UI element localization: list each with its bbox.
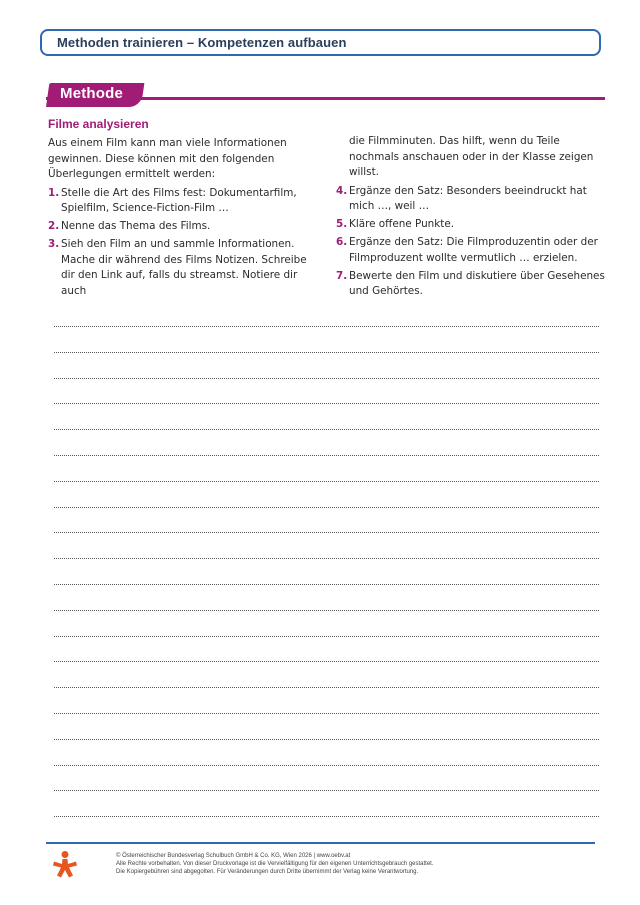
writing-line xyxy=(54,610,599,611)
footer-line-2: Alle Rechte vorbehalten. Von dieser Druckvorlage ist die Vervielfältigung für den eigenen Unterrichtsgebrauch gestattet. xyxy=(116,861,434,868)
step-number: 2. xyxy=(48,220,60,232)
writing-line xyxy=(54,378,599,379)
footer-line-3: Die Kopiergebühren sind abgegolten. Für Veränderungen durch Dritte übernimmt der Verlag keine Verantwortung. xyxy=(116,869,419,876)
writing-lines xyxy=(54,326,599,842)
footer-text xyxy=(116,852,434,877)
methode-label: Methode xyxy=(60,85,124,102)
step-6 xyxy=(336,235,606,266)
step-1 xyxy=(48,186,314,217)
footer-rule xyxy=(46,842,595,844)
writing-line xyxy=(54,790,599,791)
step-5 xyxy=(336,217,606,233)
step-text: Kläre offene Punkte. xyxy=(349,218,455,230)
step-text: Stelle die Art des Films fest: Dokumentarfilm, Spielfilm, Science-Fiction-Film … xyxy=(61,186,297,214)
writing-line xyxy=(54,455,599,456)
step-4 xyxy=(336,184,606,215)
writing-line xyxy=(54,687,599,688)
step-number: 6. xyxy=(336,236,348,248)
writing-line xyxy=(54,558,599,559)
header-box xyxy=(40,29,601,56)
writing-line xyxy=(54,584,599,585)
writing-line xyxy=(54,636,599,637)
step-text: Sieh den Film an und sammle Informationen. Mache dir während des Films Notizen. Schreibe dir den Link auf, falls du streamst. Notiere dir auch xyxy=(61,238,307,297)
writing-line xyxy=(54,507,599,508)
step-text: Bewerte den Film und diskutiere über Gesehenes und Gehörtes. xyxy=(349,269,605,297)
section-heading: Filme analysieren xyxy=(48,117,149,131)
writing-line xyxy=(54,352,599,353)
step-3-continuation: die Filmminuten. Das hilft, wenn du Teile nochmals anschauen oder in der Klasse zeigen willst. xyxy=(349,135,594,178)
writing-line xyxy=(54,403,599,404)
oebv-star-figure-icon xyxy=(52,850,78,878)
step-number: 1. xyxy=(48,186,60,199)
step-text: Ergänze den Satz: Besonders beeindruckt hat mich …, weil … xyxy=(349,184,587,212)
step-text: Nenne das Thema des Films. xyxy=(61,220,211,232)
writing-line xyxy=(54,326,599,327)
step-number: 4. xyxy=(336,184,348,197)
footer-line-1: © Österreichischer Bundesverlag Schulbuch GmbH & Co. KG, Wien 2026 | www.oebv.at xyxy=(116,853,351,859)
writing-line xyxy=(54,661,599,662)
left-column xyxy=(48,136,314,302)
step-2 xyxy=(48,219,314,235)
right-column xyxy=(336,134,606,302)
step-3 xyxy=(48,237,314,299)
writing-line xyxy=(54,739,599,740)
step-text: Ergänze den Satz: Die Filmproduzentin oder der Filmproduzent wollte vermutlich … erzielen. xyxy=(349,236,598,264)
writing-line xyxy=(54,532,599,533)
writing-line xyxy=(54,481,599,482)
writing-line xyxy=(54,816,599,817)
writing-line xyxy=(54,713,599,714)
step-number: 7. xyxy=(336,269,348,282)
intro-text: Aus einem Film kann man viele Informationen gewinnen. Diese können mit den folgenden Überlegungen ermittelt werden: xyxy=(48,137,287,180)
writing-line xyxy=(54,765,599,766)
writing-line xyxy=(54,429,599,430)
step-7 xyxy=(336,269,606,300)
step-number: 3. xyxy=(48,238,60,250)
step-number: 5. xyxy=(336,218,348,230)
page-header-title: Methoden trainieren – Kompetenzen aufbauen xyxy=(57,35,347,50)
